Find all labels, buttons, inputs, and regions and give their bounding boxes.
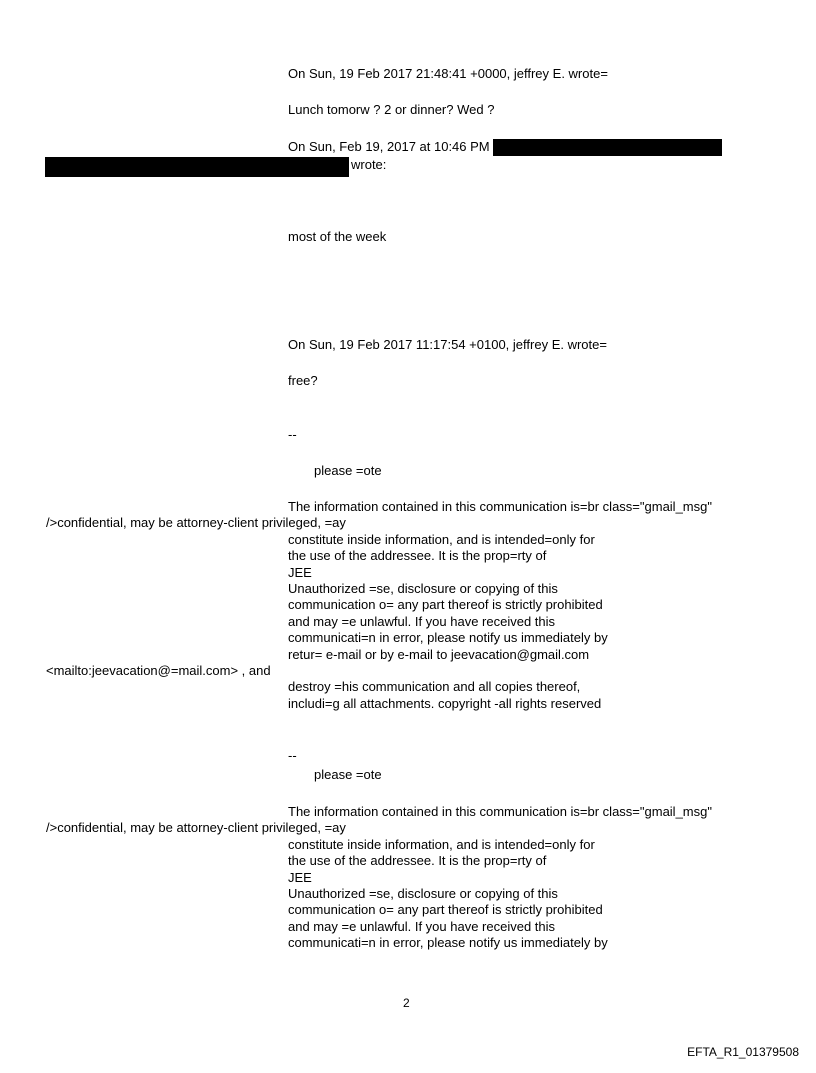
disclaimer-line: Unauthorized =se, disclosure or copying of this	[288, 581, 558, 596]
disclaimer-line: constitute inside information, and is intended=only for	[288, 837, 595, 852]
page-number: 2	[403, 996, 410, 1010]
disclaimer-line: Unauthorized =se, disclosure or copying of this	[288, 886, 558, 901]
disclaimer-line: <mailto:jeevacation@=mail.com> , and	[46, 663, 271, 678]
redaction-box	[45, 157, 349, 177]
disclaimer-notice: please =ote	[314, 767, 382, 782]
disclaimer-line: JEE	[288, 870, 312, 885]
disclaimer-line: destroy =his communication and all copies thereof,	[288, 679, 581, 694]
disclaimer-line: The information contained in this communication is=br class="gmail_msg"	[288, 499, 712, 514]
disclaimer-line: communicati=n in error, please notify us immediately by	[288, 935, 608, 950]
signature-separator: --	[288, 427, 297, 442]
disclaimer-line: />confidential, may be attorney-client privileged, =ay	[46, 515, 346, 530]
document-id: EFTA_R1_01379508	[687, 1045, 799, 1059]
disclaimer-line: includi=g all attachments. copyright -all rights reserved	[288, 696, 602, 711]
disclaimer-line: and may =e unlawful. If you have received this	[288, 919, 556, 934]
msg2-body: most of the week	[288, 229, 387, 244]
msg2-header-start: On Sun, Feb 19, 2017 at 10:46 PM	[288, 139, 490, 154]
disclaimer-line: the use of the addressee. It is the prop=rty of	[288, 853, 547, 868]
disclaimer-line: and may =e unlawful. If you have received this	[288, 614, 556, 629]
disclaimer-line: the use of the addressee. It is the prop=rty of	[288, 548, 547, 563]
disclaimer-line: communication o= any part thereof is strictly prohibited	[288, 597, 603, 612]
disclaimer-line: retur= e-mail or by e-mail to jeevacation@gmail.com	[288, 647, 590, 662]
disclaimer-line: The information contained in this communication is=br class="gmail_msg"	[288, 804, 712, 819]
disclaimer-line: constitute inside information, and is intended=only for	[288, 532, 595, 547]
redaction-box	[493, 139, 722, 156]
msg2-header-end: wrote:	[351, 157, 387, 172]
msg1-body: Lunch tomorw ? 2 or dinner? Wed ?	[288, 102, 495, 117]
disclaimer-line: communicati=n in error, please notify us immediately by	[288, 630, 608, 645]
disclaimer-line: JEE	[288, 565, 312, 580]
msg1-header: On Sun, 19 Feb 2017 21:48:41 +0000, jeffrey E. wrote=	[288, 66, 608, 81]
disclaimer-line: communication o= any part thereof is strictly prohibited	[288, 902, 603, 917]
disclaimer-line: />confidential, may be attorney-client privileged, =ay	[46, 820, 346, 835]
disclaimer-notice: please =ote	[314, 463, 382, 478]
signature-separator: --	[288, 748, 297, 763]
msg3-header: On Sun, 19 Feb 2017 11:17:54 +0100, jeffrey E. wrote=	[288, 337, 607, 352]
msg3-body: free?	[288, 373, 318, 388]
